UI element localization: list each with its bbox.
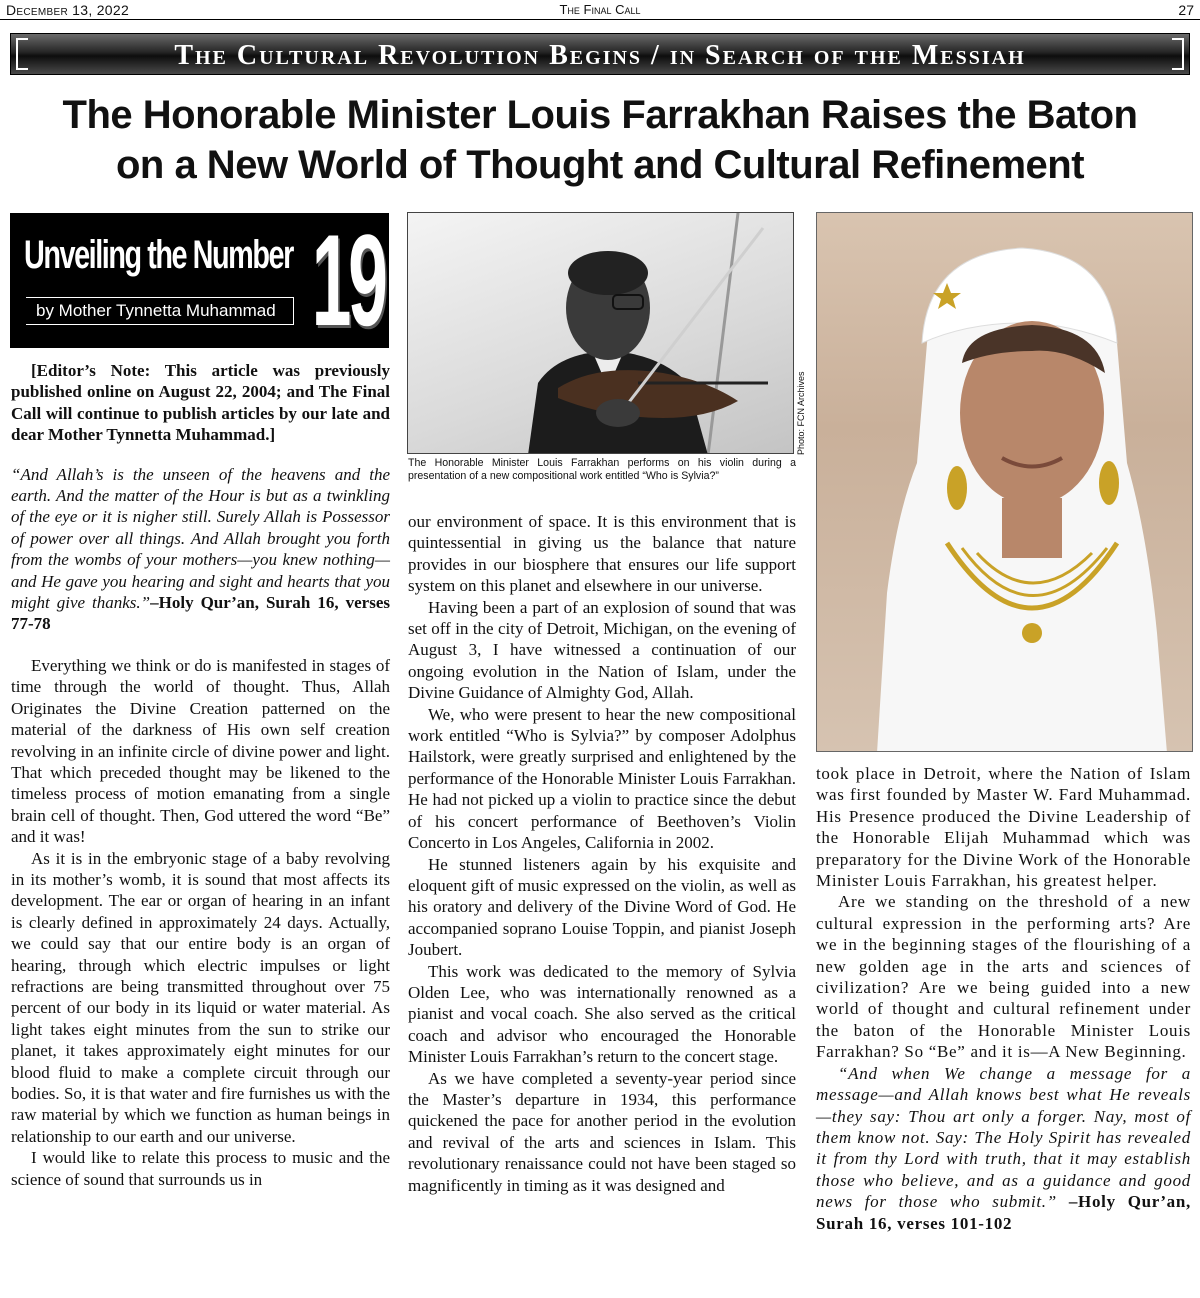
headline bbox=[0, 90, 1200, 190]
paragraph: I would like to relate this process to music and the science of sound that surrounds us in bbox=[11, 1148, 390, 1189]
opening-quote-citation: –Holy Qur’an, Surah 16, verses 77-78 bbox=[11, 593, 390, 634]
photo-credit: Photo: FCN Archives bbox=[796, 371, 806, 455]
issue-date: December 13, 2022 bbox=[6, 2, 130, 18]
violin-performance-photo bbox=[407, 212, 794, 454]
paragraph: We, who were present to hear the new compositional work entitled “Who is Sylvia?” by composer Adolphus Hailstork, were greatly surprised and enlightened by the performance of the Honorable Minister Louis Farrakhan. He had not picked up a violin to practice since the debut of his concert performance of Beethoven’s Violin Concerto in Los Angeles, California in 2002. bbox=[408, 704, 796, 853]
paragraph: This work was dedicated to the memory of Sylvia Olden Lee, who was internationally renowned as a pianist and vocal coach. She also served as the critical coach and advisor who encouraged the Honorable Minister Louis Farrakhan’s return to the concert stage. bbox=[408, 961, 796, 1067]
article-column-2 bbox=[408, 511, 796, 1196]
page-number: 27 bbox=[1178, 2, 1194, 18]
paragraph-continuation: took place in Detroit, where the Nation of Islam was first founded by Master W. Fard Muhammad. His Presence produced the Divine Leadership of the Honorable Elijah Muhammad which was preparatory for the Divine Work of the Honorable Minister Louis Farrakhan, his greatest helper. bbox=[816, 764, 1191, 891]
closing-quote-citation: –Holy Qur’an, Surah 16, verses 101-102 bbox=[816, 1192, 1191, 1233]
publication-name: The Final Call bbox=[559, 2, 641, 17]
folio-line bbox=[0, 0, 1200, 20]
closing-quote bbox=[816, 1063, 1191, 1234]
article-column-1 bbox=[11, 360, 390, 1190]
closing-quote-text: “And when We change a message for a message—and Allah knows best what He reveals—they say: Thou art only a forger. Nay, most of them know not. Say: The Holy Spirit has revealed it from thy Lord with truth, that it may establish those who believe, and as a guidance and good news for those who submit.” bbox=[816, 1063, 1191, 1212]
section-banner bbox=[10, 33, 1190, 75]
paragraph: Everything we think or do is manifested in stages of time through the world of thought. Thus, Allah Originates the Divine Creation patterned on the material of the darkness of His own self creation revolving in an infinite circle of divine power and light. That which preceded thought may be likened to the timeless process of motion emanating from a single brain cell of thought. Then, God uttered the word “Be” and it was! bbox=[11, 655, 390, 847]
paragraph: Having been a part of an explosion of sound that was set off in the city of Detroit, Michigan, on the evening of August 3, I have witnessed a continuation of our ongoing evolution in the Nation of Islam, under the Divine Guidance of Almighty God, Allah. bbox=[408, 597, 796, 703]
paragraph: Are we standing on the threshold of a new cultural expression in the performing arts? Are we in the beginning stages of the flourishing of a new golden age in the arts and sciences of civilization? Are we being guided into a new world of thought and cultural refinement under the baton of the Honorable Minister Louis Farrakhan? So “Be” and it is—A New Beginning. bbox=[816, 892, 1191, 1062]
paragraph: As we have completed a seventy-year period since the Master’s departure in 1934, this performance quickened the pace for another period in the evolution and revival of the arts and sciences in Islam. This revolutionary renaissance could not have been staged so magnificently in timing as it was designed and bbox=[408, 1068, 796, 1195]
editor-note: [Editor’s Note: This article was previously published online on August 22, 2004; and The Final Call will continue to publish articles by our late and dear Mother Tynnetta Muhammad.] bbox=[11, 361, 390, 445]
banner-text: The Cultural Revolution Begins / in Search of the Messiah bbox=[174, 40, 1026, 71]
banner-corner-ornament-icon bbox=[1172, 38, 1184, 70]
opening-quote bbox=[11, 464, 390, 635]
paragraph: As it is in the embryonic stage of a baby revolving in its mother’s womb, it is sound that most affects its development. The ear or organ of hearing in an infant is clearly defined in approximately 24 days. Actually, we could say that our entire body is an organ of hearing, through which electric impulses or light refractions are being transmitted throughout over 75 percent of our body in its liquid or water material. As light takes eight minutes from the sun to strike our planet, it takes approximately eight minutes for our blood fluid to make a complete circuit through our bodies. So, it is that water and fire furnishes us with the raw material by which we function as human beings in relationship to our earth and our universe. bbox=[11, 848, 390, 1146]
column-logo-title: Unveiling the Number bbox=[24, 233, 293, 277]
portrait-illustration-icon bbox=[817, 213, 1193, 752]
opening-quote-text: “And Allah’s is the unseen of the heavens and the earth. And the matter of the Hour is but as a twinkling of the eye or it is nigher still. Surely Allah is Possessor of power over all things. And Allah brought you forth from the wombs of your mothers—you knew nothing—and He gave you hearing and sight and hearts that you might give thanks.” bbox=[11, 464, 390, 613]
paragraph-continuation: our environment of space. It is this environment that is quintessential in giving us the balance that nature provides in our biosphere that ensures our life support system on this planet and elsewhere in our universe. bbox=[408, 512, 796, 596]
headline-line-1: The Honorable Minister Louis Farrakhan Raises the Baton bbox=[62, 93, 1138, 137]
author-portrait-photo bbox=[816, 212, 1193, 752]
column-logo-number: 19 bbox=[312, 213, 385, 348]
column-logo bbox=[10, 213, 389, 348]
article-column-3 bbox=[816, 763, 1191, 1234]
column-logo-byline: by Mother Tynnetta Muhammad bbox=[26, 297, 294, 325]
photo-caption: The Honorable Minister Louis Farrakhan performs on his violin during a presentation of a new compositional work entitled “Who is Sylvia?” bbox=[408, 457, 796, 482]
paragraph: He stunned listeners again by his exquisite and eloquent gift of music expressed on the violin, as well as his oratory and delivery of the Divine Word of God. He accompanied soprano Louise Toppin, and pianist Joseph Joubert. bbox=[408, 854, 796, 960]
violinist-illustration-icon bbox=[408, 213, 794, 454]
headline-line-2: on a New World of Thought and Cultural Refinement bbox=[115, 143, 1085, 187]
